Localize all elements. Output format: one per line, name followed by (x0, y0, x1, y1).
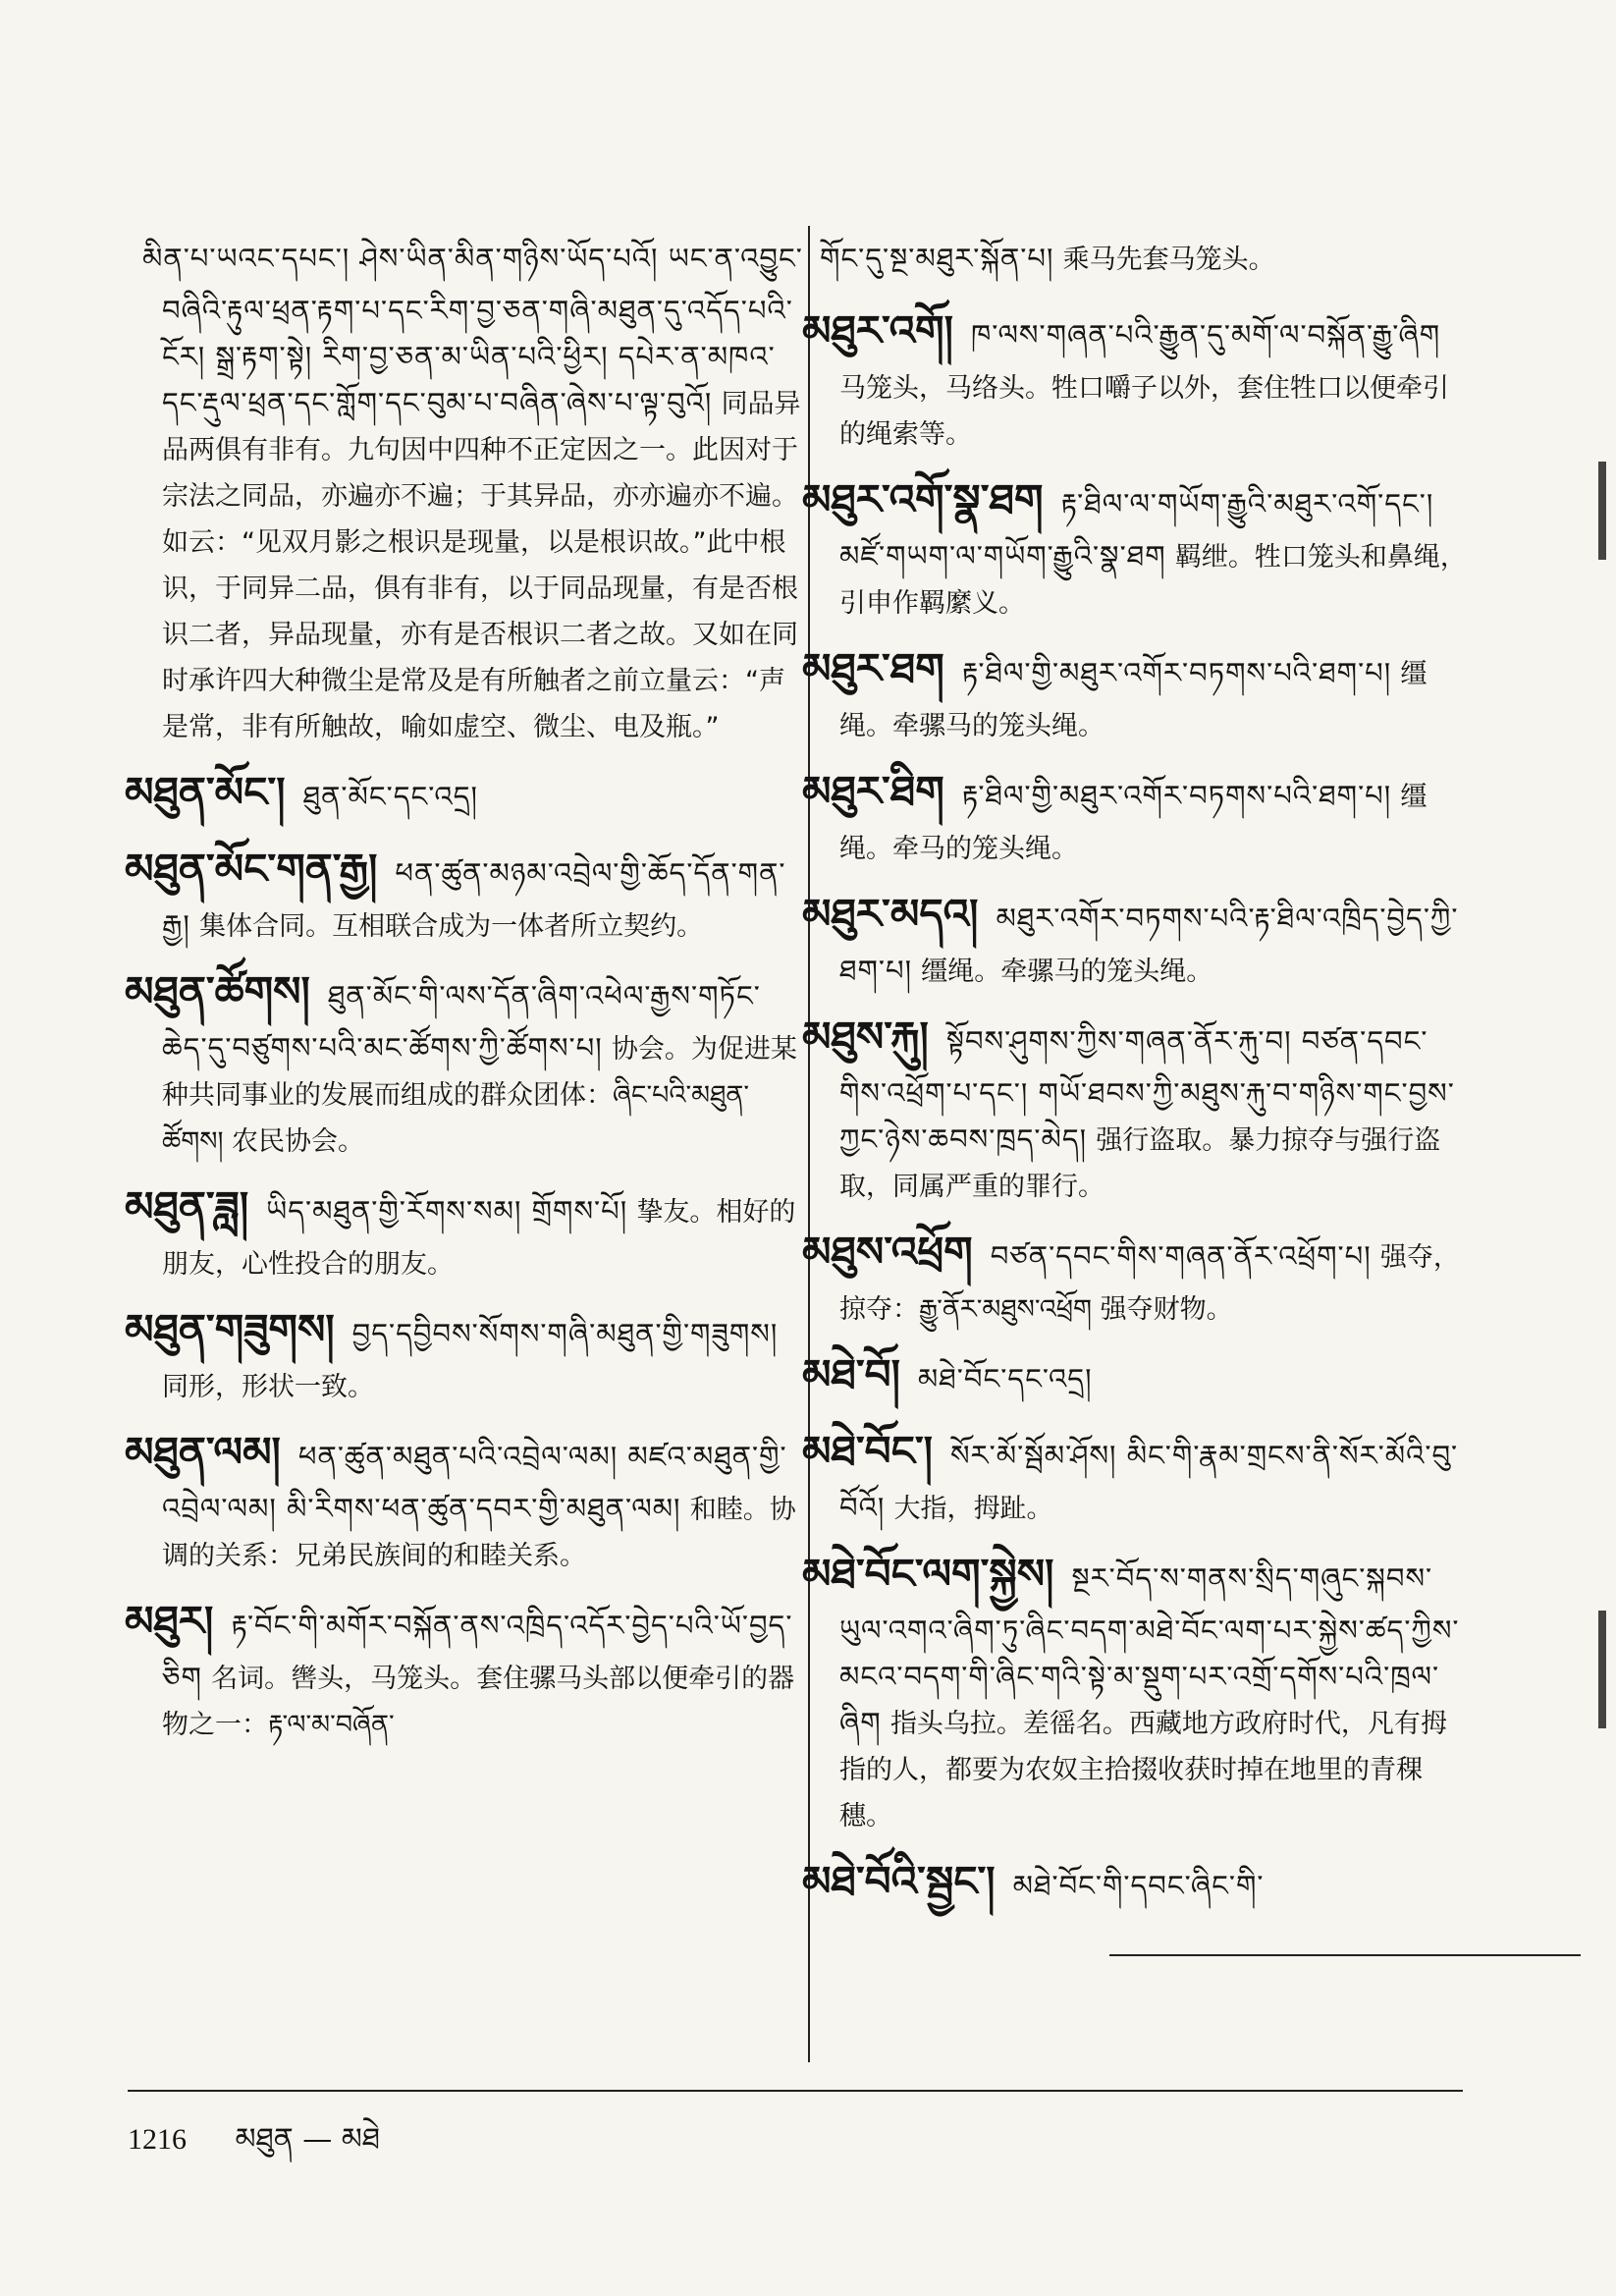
entry (802, 1004, 1468, 1209)
tibetan-definition: ཕན་ཚུན་མཉམ་འབྲེལ་གྱི་ཆོད་དོན་གན་རྒྱ། (162, 855, 786, 942)
footer-rule (128, 2090, 1463, 2092)
tibetan-definition: བྱད་དབྱིབས་སོགས་གཞི་མཐུན་གྱི་གཟུགས། (351, 1316, 779, 1350)
tibetan-definition: རྟ་ཐིལ་ལ་གཡོག་རྒྱུའི་མཐུར་འགོ་དང་། མཛོ་གཡག་ལ་གཡོག་རྒྱུའི་སྣ་ཐག (839, 487, 1434, 574)
headword: མཐུན་གཟུགས། (125, 1304, 335, 1353)
entry (802, 881, 1468, 994)
left-column (125, 221, 805, 1757)
entry (802, 1418, 1468, 1531)
chinese-definition: 指头乌拉。差徭名。西藏地方政府时代，凡有拇指的人，都要为农奴主拾掇收获时掉在地里的青稞穗。 (839, 1708, 1447, 1831)
entry (125, 1588, 805, 1747)
headword: མཐེ་བོ། (802, 1349, 900, 1398)
tibetan-definition: བཙན་དབང་གིས་གཞན་ནོར་འཕྲོག་པ། (990, 1238, 1372, 1273)
tibetan-definition: རྟ་ཐིལ་གྱི་མཐུར་འགོར་བཏགས་པའི་ཐག་པ། (961, 778, 1392, 812)
tibetan-definition: ཕན་ཚུན་མཐུན་པའི་འབྲེལ་ལམ། མཛའ་མཐུན་གྱི་འབྲེལ་ལམ། མི་རིགས་ཕན་ཚུན་དབར་གྱི་མཐུན་ལམ། (162, 1439, 787, 1525)
entry (125, 1296, 805, 1409)
tibetan-definition: མཐེ་བོང་དང་འདྲ། (917, 1361, 1093, 1395)
chinese-definition: 名词。辔头，马笼头。套住骡马头部以便牵引的器物之一：རྟ་ལ་མ་བཞོན་ (162, 1663, 795, 1740)
headword: མཐུན་མོང་། (125, 767, 286, 816)
entry (802, 466, 1468, 626)
tibetan-definition: མཐེ་བོང་གི་དབང་ཞིང་གི་ (1012, 1868, 1265, 1902)
chinese-definition: 缰绳。牵骡马的笼头绳。 (839, 658, 1427, 741)
entry (802, 1541, 1468, 1838)
tibetan-definition: གོང་དུ་སྔ་མཐུར་སྐོན་པ། (820, 242, 1054, 275)
headword: མཐུར། (125, 1596, 214, 1645)
tibetan-definition: མིན་པ་ཡའང་དཔང་། ཤེས་ཡིན་མིན་གཉིས་ཡོད་པའོ། ཡང་ན་འབྱུང་བཞིའི་རྟུལ་ཕྲན་རྟག་པ་དང་རིག་བྱ་ཅན་གཞི་མཐུན་དུ་འདོད་པའི་ངོར། སྒྲ་རྟག་སྟེ། རིག་བྱ་ཅན་མ་ཡིན་པའི་ཕྱིར། དཔེར་ན་མཁའ་དང་རྡུལ་ཕྲན་དང་གློག་དང་བུམ་པ་བཞིན་ཞེས་པ་ལྟ་བུའོ། (142, 242, 803, 419)
chinese-definition: 和睦。协调的关系：兄弟民族间的和睦关系。 (162, 1494, 796, 1571)
entry (142, 221, 805, 749)
headword: མཐུར་ཐིག (802, 766, 944, 815)
chinese-definition: 同形，形状一致。 (162, 1371, 374, 1402)
entry (802, 298, 1468, 457)
page-range: མཐུན — མཐེ (235, 2122, 380, 2157)
tibetan-definition: ཐུན་མོང་གི་ལས་དོན་ཞིག་འཕེལ་རྒྱས་གཏོང་ཆེད་དུ་བཙུགས་པའི་མང་ཚོགས་ཀྱི་ཚོགས་པ། (162, 978, 761, 1065)
headword: མཐུར་འགོ་སྣ་ཐག (802, 475, 1044, 523)
entry (125, 1174, 805, 1286)
headword: མཐུན་མོང་གན་རྒྱ། (125, 844, 378, 893)
entry (802, 1848, 1468, 1915)
chinese-definition: 乘马先套马笼头。 (1062, 245, 1275, 275)
tibetan-definition: མཐུར་འགོར་བཏགས་པའི་རྟ་ཐིལ་འཁྲིད་བྱེད་ཀྱི་ཐག་པ། (839, 901, 1459, 987)
headword: མཐུས་རྐུ། (802, 1011, 929, 1061)
headword: མཐེ་བོའི་སྦྱང་། (802, 1856, 996, 1905)
tibetan-definition: སྟོབས་ཤུགས་ཀྱིས་གཞན་ནོར་རྐུ་བ། བཙན་དབང་གིས་འཕྲོག་པ་དང་། གཡོ་ཐབས་ཀྱི་མཐུས་རྐུ་བ་གཉིས་གང་བྱས་ཀྱང་ཉེས་ཆབས་ཁྲད་མེད། (839, 1023, 1455, 1156)
tibetan-definition: རྟ་ཐིལ་གྱི་མཐུར་འགོར་བཏགས་པའི་ཐག་པ། (961, 655, 1392, 689)
headword: མཐུས་འཕྲོག (802, 1227, 973, 1276)
chinese-definition: 同品异品两俱有非有。九句因中四种不正定因之一。此因对于宗法之同品，亦遍亦不遍；于其异品，亦亦遍亦不遍。如云：“见双月影之根识是现量，以是根识故。”此中根识，于同异二品，俱有非有，以于同品现量，有是否根识二者，异品现量，亦有是否根识二者之故。又如在同时承许四大种微尘是常及是有所触者之前立量云：“声是常，非有所触故，喻如虚空、微尘、电及瓶。” (162, 388, 801, 742)
entry (125, 958, 805, 1164)
entry (802, 1341, 1468, 1408)
entry (802, 1219, 1468, 1332)
entry (125, 759, 805, 826)
page-footer (128, 2106, 380, 2189)
headword: མཐུན་ལམ། (125, 1427, 281, 1476)
tibetan-definition: རྟ་བོང་གི་མགོར་བསྐོན་ནས་འཁྲིད་འདོར་བྱེད་པའི་ཡོ་བྱད་ཅིག (162, 1608, 793, 1694)
page-number: 1216 (128, 2123, 187, 2156)
headword: མཐུན་ཟླ། (125, 1181, 249, 1230)
chinese-definition: 缰绳。牵骡马的笼头绳。 (921, 957, 1213, 987)
headword: མཐུར་མདའ། (802, 889, 979, 938)
chinese-definition: 集体合同。互相联合成为一体者所立契约。 (199, 910, 704, 942)
headword: མཐུར་ཐག (802, 643, 944, 692)
chinese-definition: 大指，拇趾。 (893, 1493, 1053, 1524)
chinese-definition: 强夺，掠夺：རྒྱུ་ནོར་མཐུས་འཕྲོག 强夺财物。 (839, 1241, 1460, 1325)
scan-artifact (1598, 1611, 1606, 1728)
chinese-definition: 羁绁。牲口笼头和鼻绳，引申作羁縻义。 (839, 542, 1467, 619)
headword: མཐུར་འགོ། (802, 306, 953, 355)
tibetan-definition: ཁ་ལས་གཞན་པའི་རྒྱུན་དུ་མགོ་ལ་བསྐོན་རྒྱུ་ཞིག (970, 318, 1441, 353)
tibetan-definition: སྔར་བོད་ས་གནས་སྲིད་གཞུང་སྐབས་ཡུལ་འགའ་ཞིག་ཏུ་ཞིང་བདག་མཐེ་བོང་ལག་པར་སྐྱེས་ཚད་ཀྱིས་མངའ་བདག་གི་ཞིང་གའི་སྟེ་མ་སྡུག་པར་འགྲོ་དགོས་པའི་ཁྲལ་ཞིག (839, 1560, 1460, 1739)
chinese-definition: 强行盗取。暴力掠夺与强行盗取，同属严重的罪行。 (839, 1124, 1441, 1202)
headword: མཐེ་བོང་ལག་སྐྱེས། (802, 1549, 1054, 1598)
headword: མཐེ་བོང་། (802, 1426, 933, 1475)
chinese-definition: 挚友。相好的朋友，心性投合的朋友。 (162, 1196, 796, 1280)
chinese-definition: 缰绳。牵马的笼头绳。 (839, 781, 1427, 864)
chinese-definition: 协会。为促进某种共同事业的发展而组成的群众团体：ཞིང་པའི་མཐུན་ཚོགས། 农民协会。 (162, 1033, 797, 1157)
chinese-definition: 马笼头，马络头。牲口嚼子以外，套住牲口以便牵引的绳索等。 (839, 373, 1449, 451)
entry (802, 758, 1468, 871)
entry (125, 1419, 805, 1578)
entry (125, 836, 805, 949)
entry (802, 635, 1468, 748)
headword: མཐུན་ཚོགས། (125, 966, 310, 1015)
scan-artifact (1598, 462, 1606, 560)
entry (820, 221, 1468, 288)
section-rule (1109, 1954, 1581, 1956)
right-column (802, 221, 1468, 1925)
tibetan-definition: སོར་མོ་སྦོམ་ཤོས། མིང་གི་རྣམ་གྲངས་ནི་སོར་མོའི་བུ་བོའོ། (839, 1438, 1459, 1524)
tibetan-definition: ཐུན་མོང་དང་འདྲ། (302, 779, 478, 813)
tibetan-definition: ཡིད་མཐུན་གྱི་རོགས་སམ། གྲོགས་པོ། (266, 1193, 628, 1228)
